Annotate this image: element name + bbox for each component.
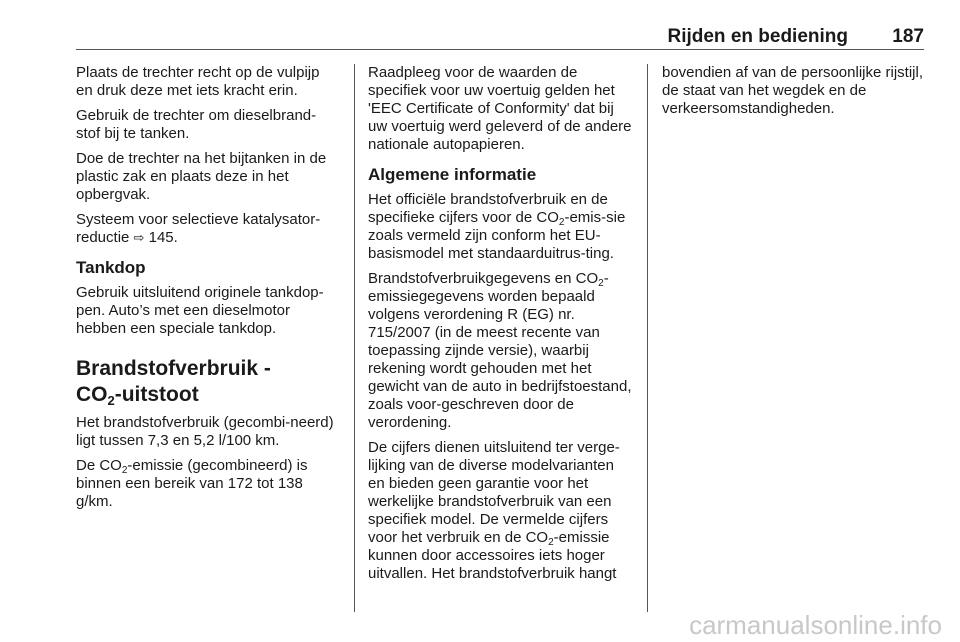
page-ref-link[interactable]: 145.	[148, 229, 178, 246]
page-header	[76, 26, 924, 48]
section-title: Rijden en bediening	[667, 26, 848, 47]
paragraph: Het brandstofverbruik (gecombi-neerd) ligt tussen 7,3 en 5,2 l/100 km.	[76, 414, 334, 449]
watermark: carmanualsonline.info	[689, 610, 942, 640]
paragraph: De cijfers dienen uitsluitend ter verge-lijking van de diverse modelvarianten en bieden geen garantie voor het werkelijke brandstofverbruik van een specifiek model. De vermelde cijfers voor het verbruik en de $CO_2$-emissie kunnen door accessoires iets hoger uitvallen. Het brandstofverbruik hangt	[368, 439, 620, 582]
column-3	[662, 64, 924, 125]
paragraph: Plaats de trechter recht op de vulpijp en druk deze met iets kracht erin.	[76, 64, 320, 99]
paragraph: De $CO_2$-emissie (gecombineerd) is binnen een bereik van 172 tot 138 g/km.	[76, 457, 308, 510]
heading-general-info: Algemene informatie	[368, 165, 537, 184]
column-divider	[647, 64, 648, 612]
column-1	[76, 64, 338, 518]
paragraph: Het officiële brandstofverbruik en de specifieke cijfers voor de $CO_2-emis$-sie zoals vermeld zijn conform het EU-basismodel met standaarduitrus-ting.	[368, 191, 626, 262]
paragraph: Gebruik de trechter om dieselbrand-stof bij te tanken.	[76, 107, 317, 142]
paragraph: bovendien af van de persoonlijke rijstijl, de staat van het wegdek en de verkeersomstandigheden.	[662, 64, 923, 117]
heading-tankdop: Tankdop	[76, 258, 146, 277]
header-rule	[76, 49, 924, 50]
paragraph: Brandstofverbruikgegevens en $CO_2$-emissiegegevens worden bepaald volgens verordening R (EG) nr. 715/2007 (in de meest recente van toepassing zijnde versie), waarbij rekening wordt gehouden met het gewicht van de auto in bedrijfstoestand, zoals voor-geschreven door de verordening.	[368, 270, 632, 431]
page-ref-arrow-icon: ⇨	[133, 230, 145, 245]
heading-fuel-consumption: Brandstofverbruik - $CO_2$-uitstoot	[76, 357, 271, 408]
paragraph: Doe de trechter na het bijtanken in de plastic zak en plaats deze in het opbergvak.	[76, 150, 327, 203]
page-number: 187	[892, 26, 924, 47]
paragraph: Gebruik uitsluitend originele tankdop-pen. Auto’s met een dieselmotor hebben een speciale tankdop.	[76, 284, 324, 337]
paragraph-scr-ref: Systeem voor selectieve katalysator-reductie ⇨ 145.	[76, 211, 321, 246]
paragraph: Raadpleeg voor de waarden de specifiek voor uw voertuig gelden het 'EEC Certificate of Conformity' dat bij uw voertuig werd geleverd of de andere nationale autopapieren.	[368, 64, 632, 153]
column-2	[368, 64, 632, 590]
column-divider	[354, 64, 355, 612]
